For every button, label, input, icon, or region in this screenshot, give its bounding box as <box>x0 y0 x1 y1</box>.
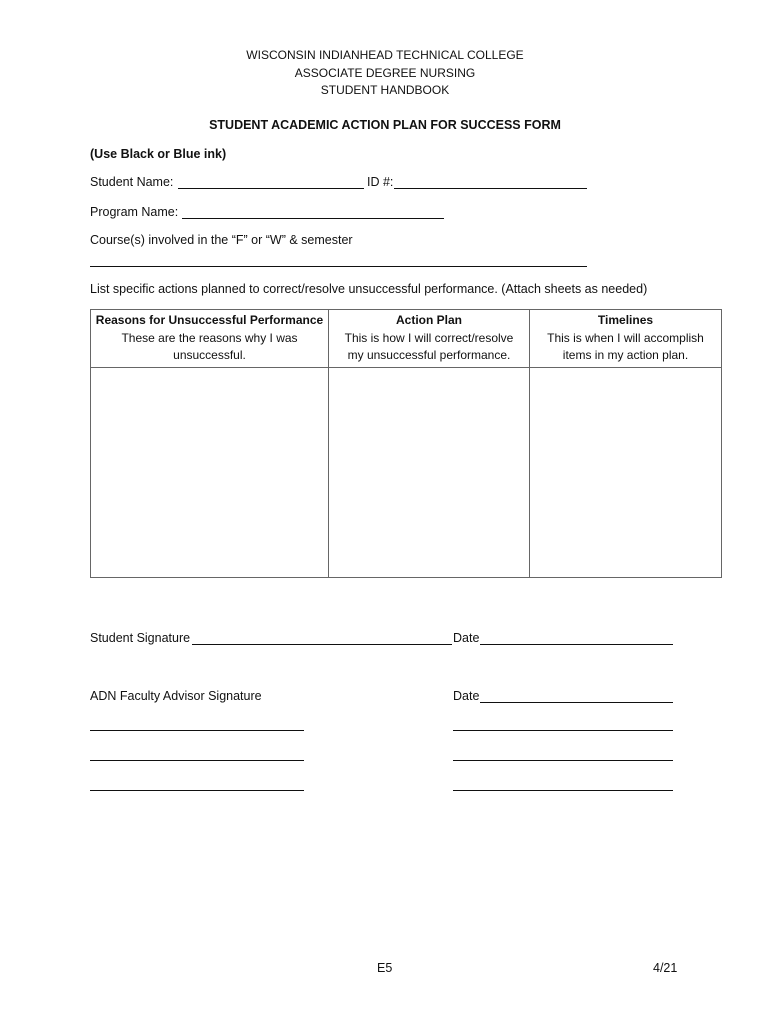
form-title: STUDENT ACADEMIC ACTION PLAN FOR SUCCESS FORM <box>209 118 561 132</box>
column-title: Action Plan <box>395 313 462 327</box>
college-name: WISCONSIN INDIANHEAD TECHNICAL COLLEGE <box>246 48 524 62</box>
courses-field[interactable] <box>90 266 587 267</box>
program-name-label: Program Name: <box>90 205 179 219</box>
id-field[interactable] <box>394 188 587 189</box>
table-header-row <box>91 310 722 368</box>
advisor-signature-line[interactable] <box>90 730 304 731</box>
column-header-reasons <box>91 310 329 368</box>
student-signature-label: Student Signature <box>90 631 191 645</box>
page-code: E5 <box>377 961 393 975</box>
instructions-text: List specific actions planned to correct/resolve unsuccessful performance. (Attach sheets as needed) <box>90 282 648 296</box>
reasons-input-cell[interactable] <box>91 367 329 577</box>
column-description: items in my action plan. <box>562 348 689 362</box>
column-description: This is when I will accomplish <box>547 330 704 345</box>
advisor-date-line[interactable] <box>453 790 673 791</box>
student-name-field[interactable] <box>178 188 364 189</box>
handbook-title: STUDENT HANDBOOK <box>320 83 450 97</box>
student-name-label: Student Name: <box>90 175 174 189</box>
program-name-field[interactable] <box>182 218 444 219</box>
courses-label: Course(s) involved in the “F” or “W” & semester <box>90 233 353 247</box>
id-label: ID #: <box>367 175 394 189</box>
advisor-date-field[interactable] <box>480 702 673 703</box>
program-title: ASSOCIATE DEGREE NURSING <box>294 65 476 80</box>
column-description: my unsuccessful performance. <box>347 348 511 362</box>
table-row <box>91 367 722 577</box>
advisor-date-line[interactable] <box>453 730 673 731</box>
ink-note: (Use Black or Blue ink) <box>90 147 227 161</box>
column-title: Reasons for Unsuccessful Performance <box>95 313 324 327</box>
revision-date: 4/21 <box>653 961 678 975</box>
document-header <box>0 47 770 100</box>
column-description: unsuccessful. <box>173 348 246 362</box>
student-signature-field[interactable] <box>192 644 452 645</box>
advisor-date-label: Date <box>453 689 480 703</box>
student-date-label: Date <box>453 631 480 645</box>
timelines-input-cell[interactable] <box>530 367 722 577</box>
action-plan-table <box>90 309 722 578</box>
advisor-signature-label: ADN Faculty Advisor Signature <box>90 689 262 703</box>
advisor-signature-line[interactable] <box>90 790 304 791</box>
column-title: Timelines <box>597 313 654 327</box>
action-plan-input-cell[interactable] <box>329 367 530 577</box>
student-date-field[interactable] <box>480 644 673 645</box>
column-header-timelines <box>530 310 722 368</box>
advisor-date-line[interactable] <box>453 760 673 761</box>
advisor-signature-line[interactable] <box>90 760 304 761</box>
column-header-action-plan <box>329 310 530 368</box>
column-description: These are the reasons why I was <box>121 330 298 345</box>
column-description: This is how I will correct/resolve <box>344 330 514 345</box>
